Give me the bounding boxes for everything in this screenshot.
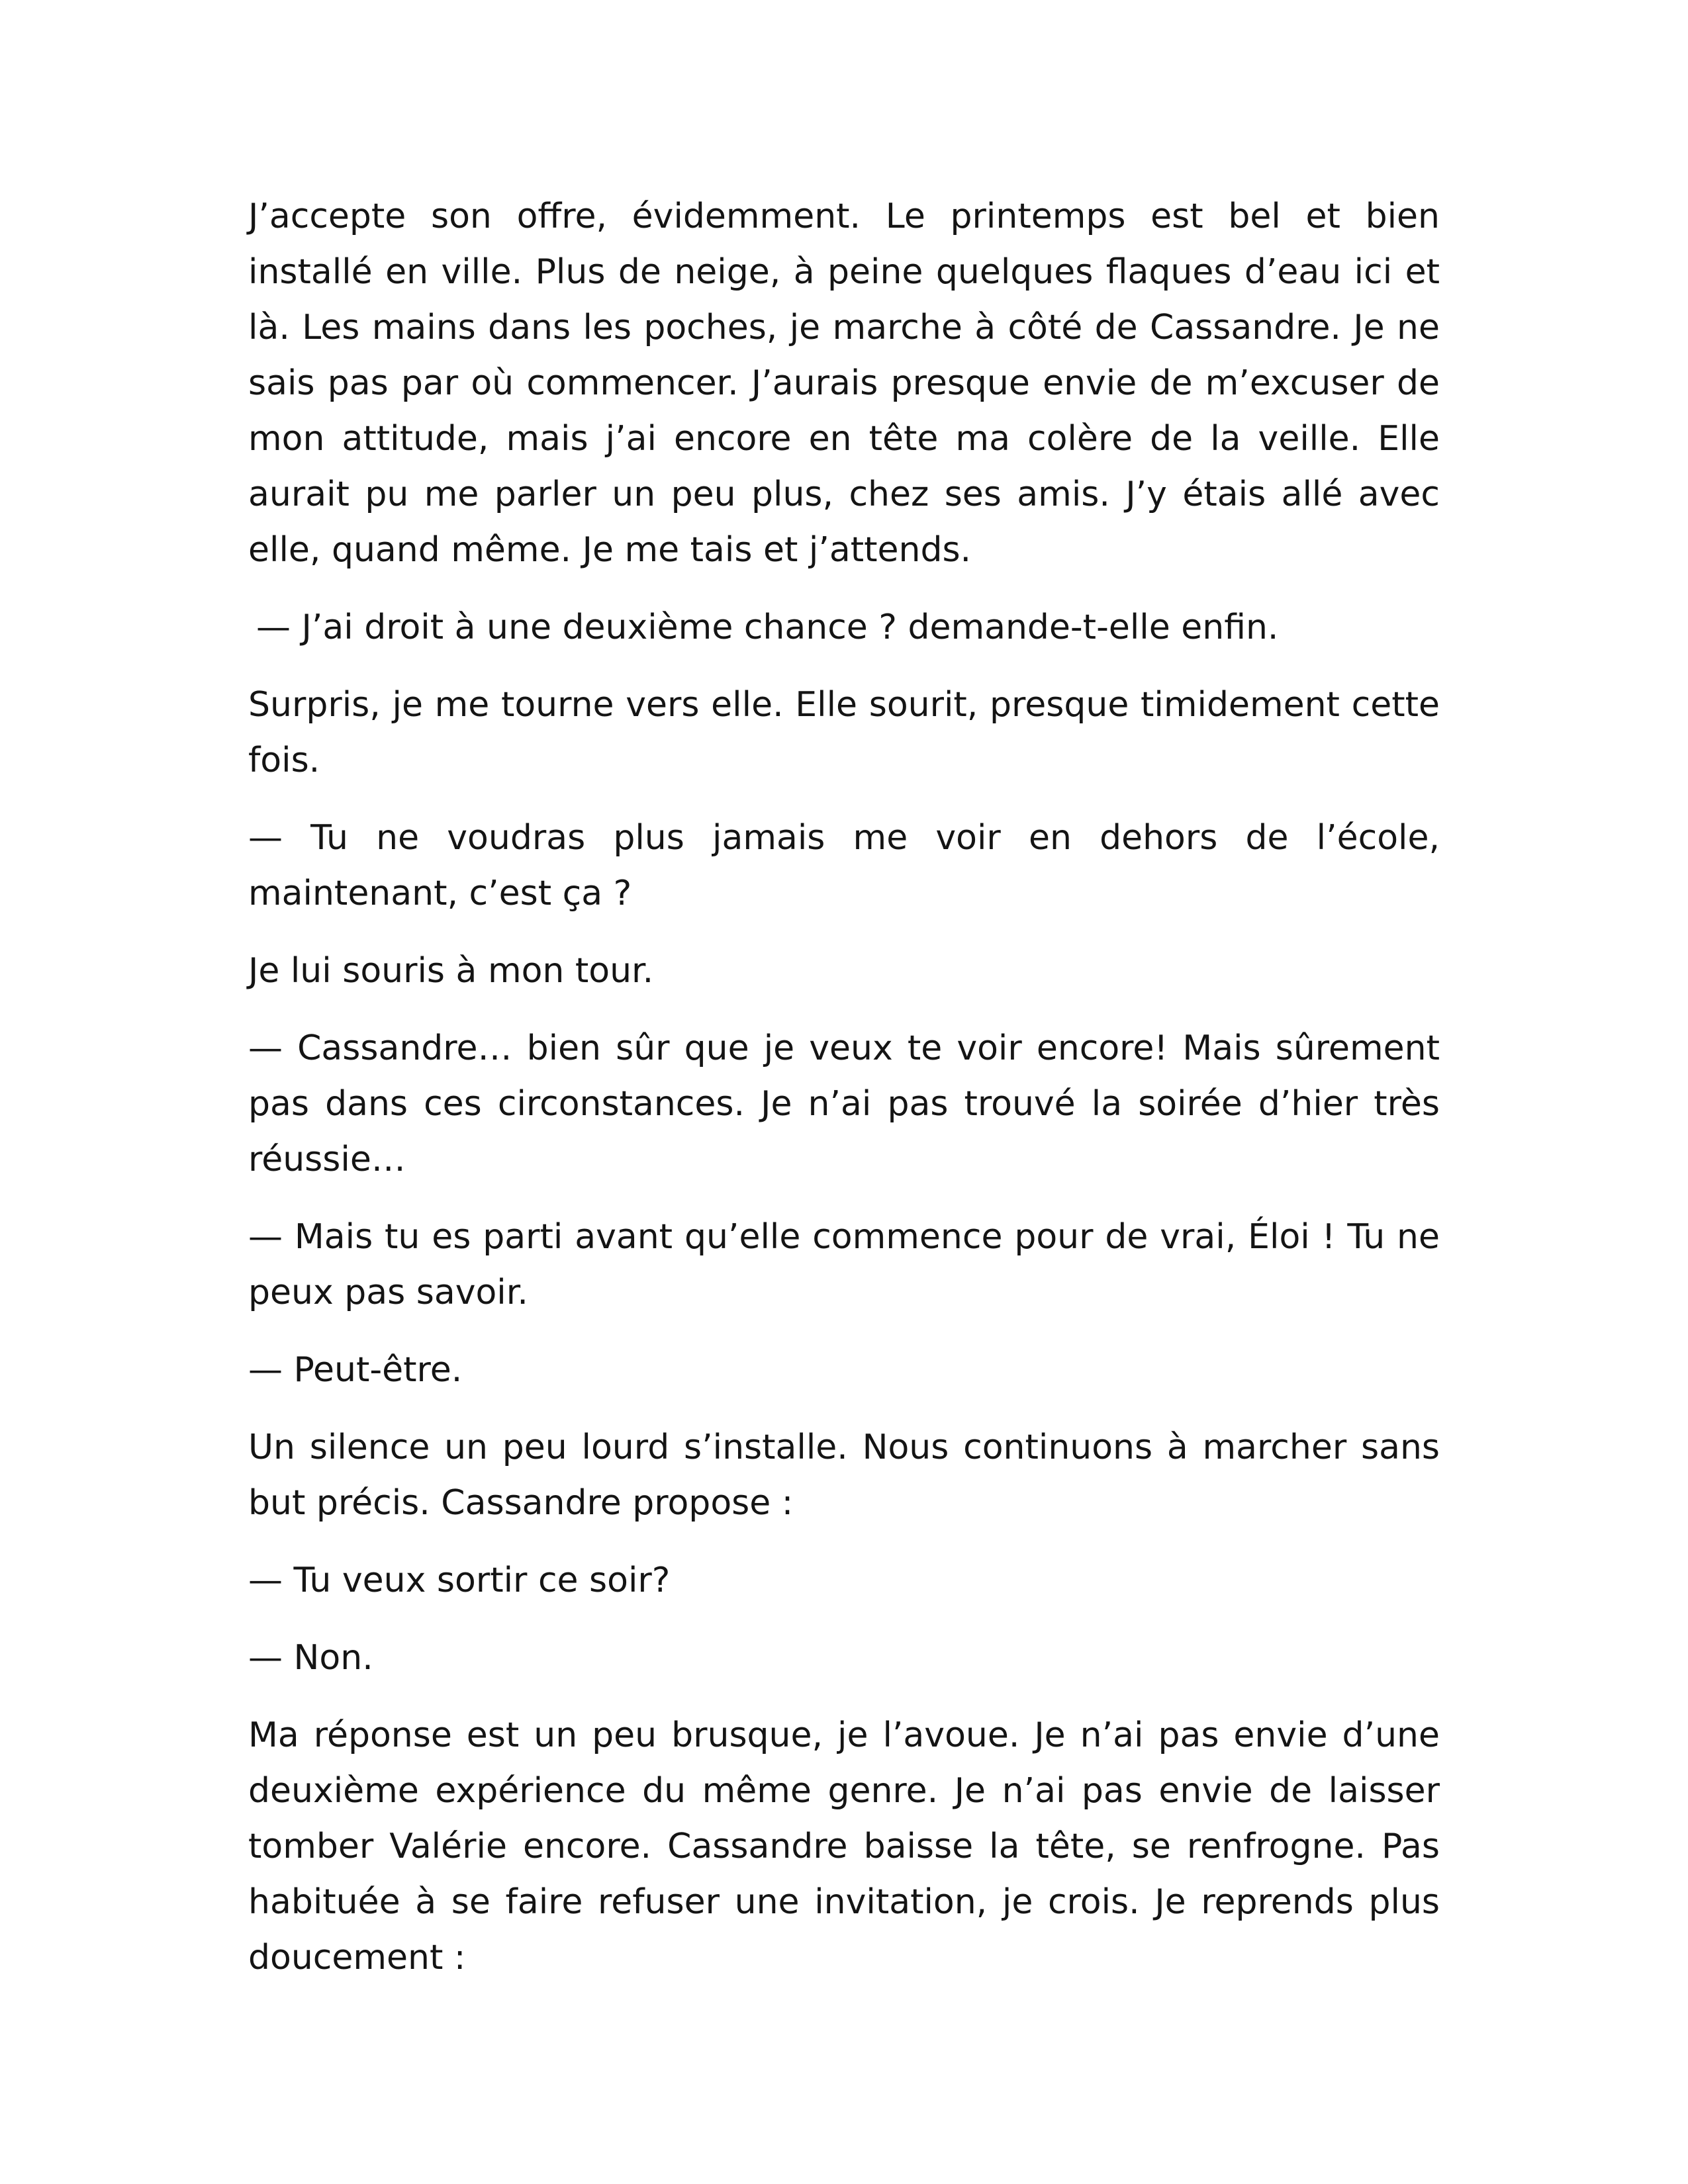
dialogue-line: — Non. xyxy=(248,1638,373,1678)
dialogue-line: — Tu veux sortir ce soir? xyxy=(248,1561,671,1600)
paragraph: J’accepte son offre, évidemment. Le printemps est bel et bien installé en ville. Plus de neige, à peine quelques flaques d’eau ici et là. Les mains dans les poches, je marche à côté de Cassandre. Je ne sais pas par où commencer. J’aurais presque envie de m’excuser de mon attitude, mais j’ai encore en tête ma colère de la veille. Elle aurait pu me parler un peu plus, chez ses amis. J’y étais allé avec elle, quand même. Je me tais et j’attends. xyxy=(248,197,1440,570)
paragraph: Surpris, je me tourne vers elle. Elle sourit, presque timidement cette fois. xyxy=(248,685,1440,780)
document-page xyxy=(248,189,1440,2007)
paragraph: Ma réponse est un peu brusque, je l’avoue. Je n’ai pas envie d’une deuxième expérience du même genre. Je n’ai pas envie de laisser tomber Valérie encore. Cassandre baisse la tête, se renfrogne. Pas habituée à se faire refuser une invitation, je crois. Je reprends plus doucement : xyxy=(248,1715,1440,1978)
dialogue-line: — Peut-être. xyxy=(248,1350,463,1390)
dialogue-line: — Tu ne voudras plus jamais me voir en dehors de l’école, maintenant, c’est ça ? xyxy=(248,818,1440,913)
dialogue-line: — J’ai droit à une deuxième chance ? demande-t-elle enfin. xyxy=(256,608,1279,647)
dialogue-line: — Mais tu es parti avant qu’elle commence pour de vrai, Éloi ! Tu ne peux pas savoir. xyxy=(248,1217,1440,1312)
dialogue-line: — Cassandre… bien sûr que je veux te voir encore! Mais sûrement pas dans ces circonstances. Je n’ai pas trouvé la soirée d’hier très réussie… xyxy=(248,1028,1440,1179)
paragraph: Je lui souris à mon tour. xyxy=(248,951,654,991)
paragraph: Un silence un peu lourd s’installe. Nous continuons à marcher sans but précis. Cassandre propose : xyxy=(248,1428,1440,1523)
